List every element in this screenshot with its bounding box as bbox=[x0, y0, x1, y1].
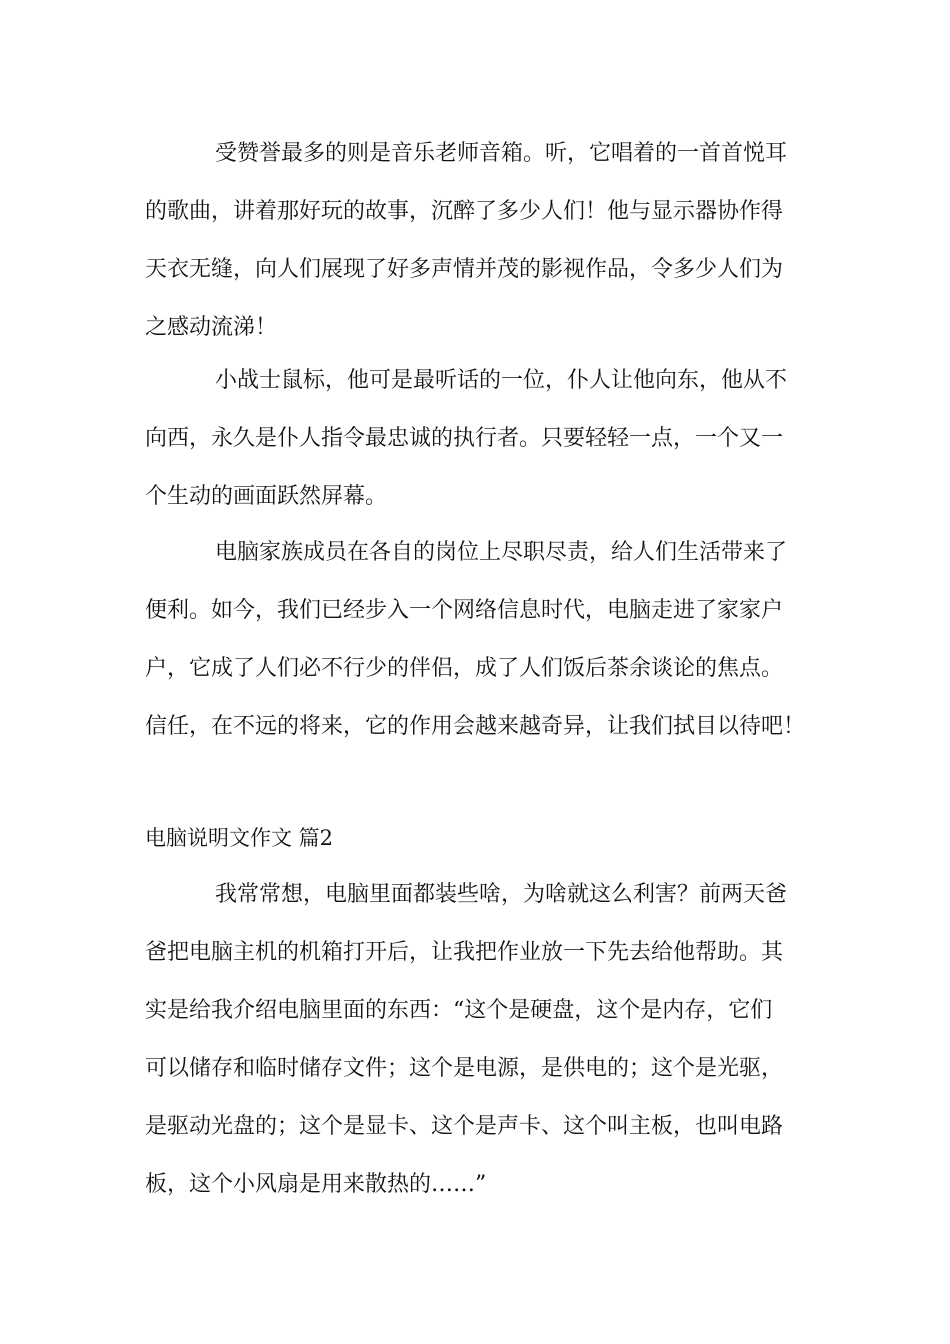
text-line: 小战士鼠标，他可是最听话的一位，仆人让他向东，他从不 bbox=[215, 368, 788, 393]
section-heading: 电脑说明文作文 篇2 bbox=[145, 826, 334, 850]
paragraph-family bbox=[145, 524, 815, 756]
text-line: 个生动的画面跃然屏幕。 bbox=[145, 484, 388, 509]
text-line: 可以储存和临时储存文件；这个是电源，是供电的；这个是光驱， bbox=[145, 1056, 784, 1081]
text-line: 信任，在不远的将来，它的作用会越来越奇异，让我们拭目以待吧！ bbox=[145, 714, 806, 739]
text-line: 我常常想，电脑里面都装些啥，为啥就这么利害？前两天爸 bbox=[215, 882, 788, 907]
text-line: 爸把电脑主机的机箱打开后，让我把作业放一下先去给他帮助。其 bbox=[145, 940, 784, 965]
text-line: 便利。如今，我们已经步入一个网络信息时代，电脑走进了家家户 bbox=[145, 598, 784, 623]
paragraph-computer-inside bbox=[145, 866, 815, 1214]
paragraph-mouse bbox=[145, 352, 815, 526]
text-line: 实是给我介绍电脑里面的东西：“这个是硬盘，这个是内存，它们 bbox=[145, 998, 773, 1023]
text-line: 之感动流涕！ bbox=[145, 315, 278, 340]
text-line: 是驱动光盘的；这个是显卡、这个是声卡、这个叫主板，也叫电路 bbox=[145, 1114, 784, 1139]
text-line: 的歌曲，讲着那好玩的故事，沉醉了多少人们！他与显示器协作得 bbox=[145, 199, 784, 224]
text-line: 电脑家族成员在各自的岗位上尽职尽责，给人们生活带来了 bbox=[215, 540, 788, 565]
text-line: 天衣无缝，向人们展现了好多声情并茂的影视作品，令多少人们为 bbox=[145, 257, 784, 282]
text-line: 向西，永久是仆人指令最忠诚的执行者。只要轻轻一点，一个又一 bbox=[145, 426, 784, 451]
text-line: 板，这个小风扇是用来散热的……” bbox=[145, 1172, 487, 1197]
text-line: 户，它成了人们必不行少的伴侣，成了人们饭后茶余谈论的焦点。 bbox=[145, 656, 784, 681]
paragraph-speaker bbox=[145, 125, 815, 357]
text-line: 受赞誉最多的则是音乐老师音箱。听，它唱着的一首首悦耳 bbox=[215, 141, 788, 166]
